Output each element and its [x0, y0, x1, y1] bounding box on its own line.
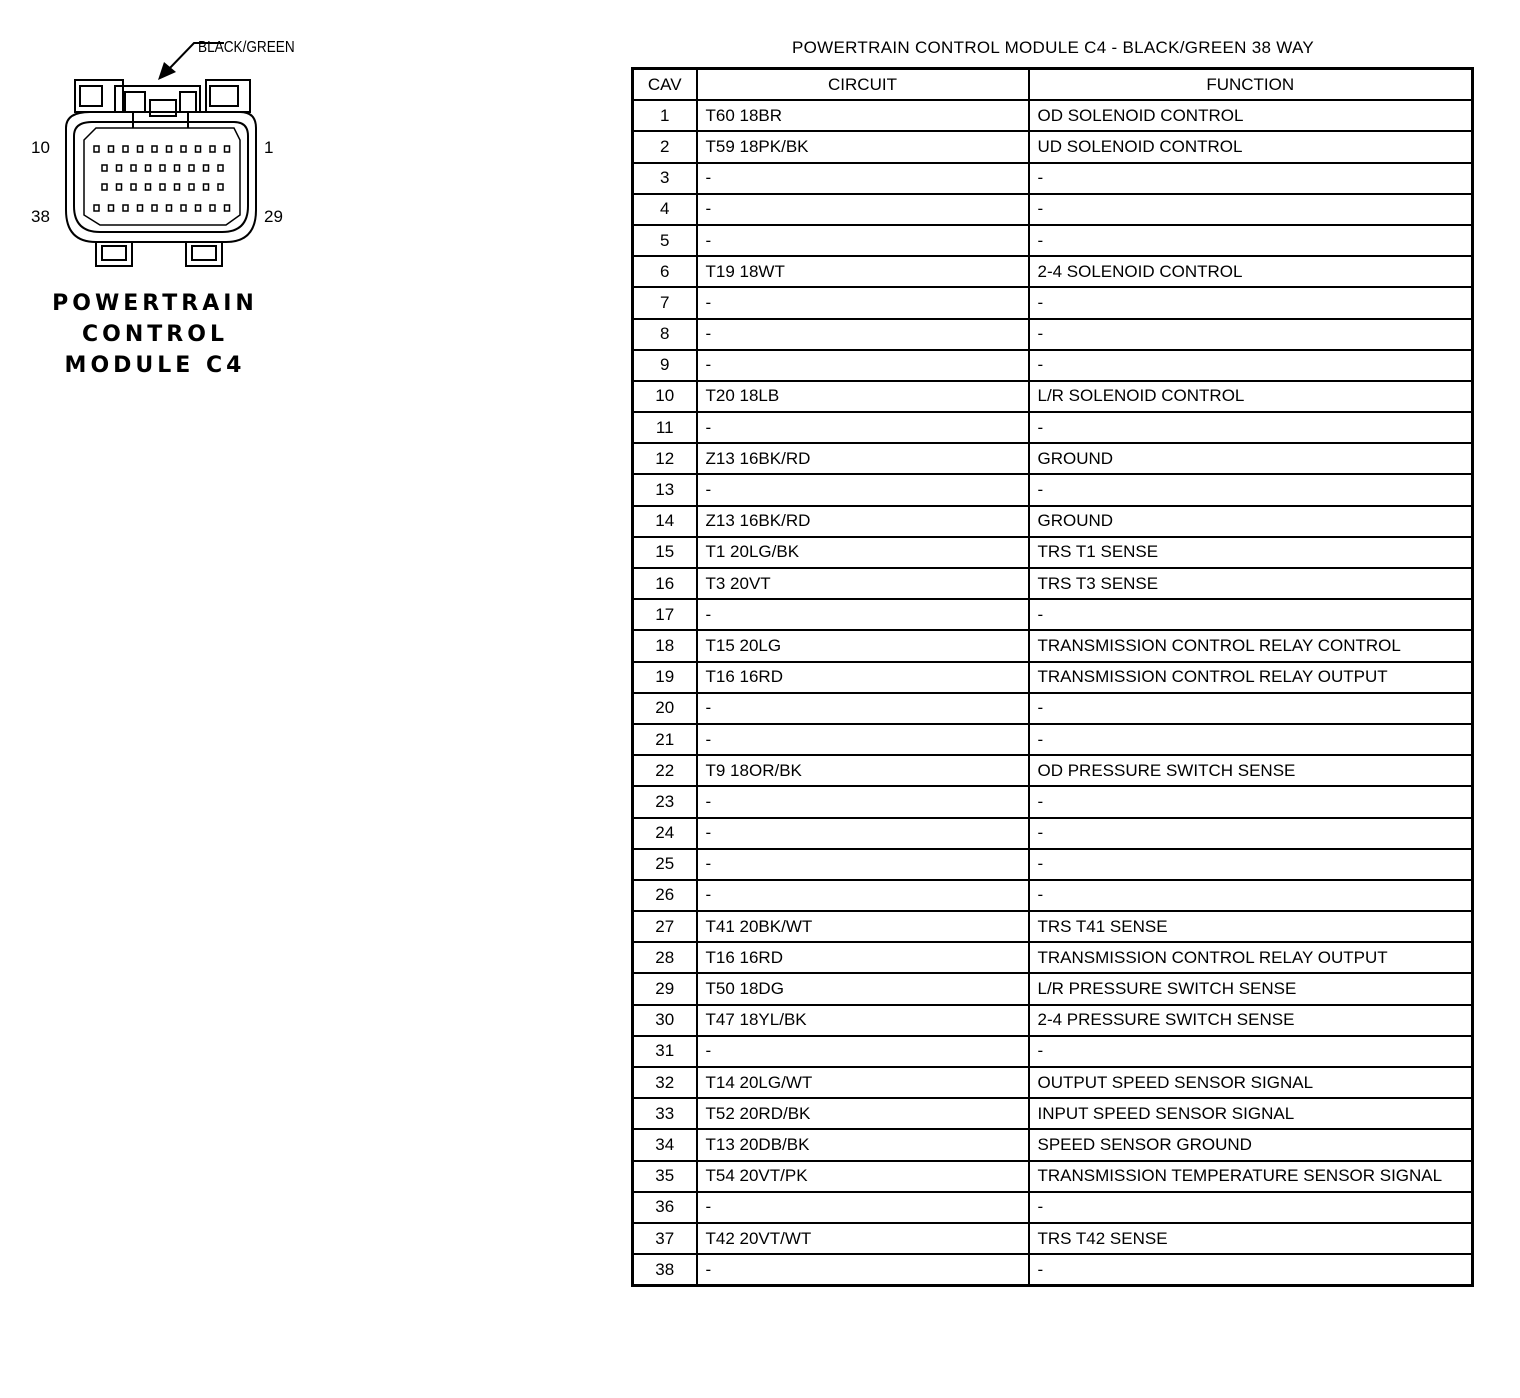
cav-cell: 15: [633, 537, 697, 568]
table-row: [633, 443, 1473, 474]
pin-cavity: [123, 146, 128, 152]
cav-cell: 28: [633, 942, 697, 973]
function-cell: -: [1029, 350, 1473, 381]
table-row: [633, 381, 1473, 412]
connector-pin-grid: [94, 146, 230, 211]
pin-cavity: [94, 205, 99, 211]
cav-cell: 37: [633, 1223, 697, 1254]
table-row: [633, 942, 1473, 973]
table-row: [633, 755, 1473, 786]
function-cell: OD SOLENOID CONTROL: [1029, 100, 1473, 131]
pin-cavity: [102, 184, 107, 190]
circuit-cell: T16 16RD: [697, 942, 1029, 973]
table-row: [633, 350, 1473, 381]
cav-cell: 12: [633, 443, 697, 474]
circuit-cell: -: [697, 818, 1029, 849]
table-row: [633, 599, 1473, 630]
pin-label-bottom-right: 29: [264, 207, 283, 226]
function-cell: -: [1029, 474, 1473, 505]
table-row: [633, 163, 1473, 194]
function-cell: -: [1029, 724, 1473, 755]
function-cell: 2-4 PRESSURE SWITCH SENSE: [1029, 1005, 1473, 1036]
connector-color-label: BLACK/GREEN: [198, 39, 295, 57]
header-function: FUNCTION: [1029, 69, 1473, 101]
header-cav: CAV: [633, 69, 697, 101]
cav-cell: 35: [633, 1161, 697, 1192]
pin-cavity: [94, 146, 99, 152]
pin-cavity: [123, 205, 128, 211]
function-cell: TRS T41 SENSE: [1029, 911, 1473, 942]
function-cell: TRS T42 SENSE: [1029, 1223, 1473, 1254]
circuit-cell: -: [697, 319, 1029, 350]
circuit-cell: T54 20VT/PK: [697, 1161, 1029, 1192]
circuit-cell: T1 20LG/BK: [697, 537, 1029, 568]
circuit-cell: -: [697, 350, 1029, 381]
pin-cavity: [175, 184, 180, 190]
table-row: [633, 287, 1473, 318]
cav-cell: 19: [633, 662, 697, 693]
cav-cell: 21: [633, 724, 697, 755]
function-cell: TRANSMISSION CONTROL RELAY OUTPUT: [1029, 942, 1473, 973]
function-cell: TRANSMISSION TEMPERATURE SENSOR SIGNAL: [1029, 1161, 1473, 1192]
pin-cavity: [146, 184, 151, 190]
table-row: [633, 506, 1473, 537]
function-cell: 2-4 SOLENOID CONTROL: [1029, 256, 1473, 287]
cav-cell: 9: [633, 350, 697, 381]
table-row: [633, 131, 1473, 162]
table-row: [633, 662, 1473, 693]
pin-cavity: [160, 165, 165, 171]
pin-cavity: [196, 205, 201, 211]
table-row: [633, 256, 1473, 287]
table-row: [633, 880, 1473, 911]
cav-cell: 18: [633, 630, 697, 661]
circuit-cell: T14 20LG/WT: [697, 1067, 1029, 1098]
table-row: [633, 724, 1473, 755]
function-cell: -: [1029, 194, 1473, 225]
cav-cell: 16: [633, 568, 697, 599]
circuit-cell: -: [697, 163, 1029, 194]
circuit-cell: -: [697, 693, 1029, 724]
function-cell: -: [1029, 880, 1473, 911]
circuit-cell: -: [697, 474, 1029, 505]
pinout-table: [631, 67, 1474, 1287]
pin-cavity: [225, 205, 230, 211]
cav-cell: 17: [633, 599, 697, 630]
function-cell: -: [1029, 319, 1473, 350]
circuit-cell: T19 18WT: [697, 256, 1029, 287]
function-cell: -: [1029, 1254, 1473, 1286]
cav-cell: 7: [633, 287, 697, 318]
cav-cell: 1: [633, 100, 697, 131]
function-cell: L/R PRESSURE SWITCH SENSE: [1029, 973, 1473, 1004]
table-title: POWERTRAIN CONTROL MODULE C4 - BLACK/GREEN 38 WAY: [792, 38, 1314, 57]
pin-cavity: [181, 146, 186, 152]
cav-cell: 31: [633, 1036, 697, 1067]
pin-cavity: [138, 146, 143, 152]
cav-cell: 22: [633, 755, 697, 786]
table-row: [633, 100, 1473, 131]
circuit-cell: T20 18LB: [697, 381, 1029, 412]
table-row: [633, 474, 1473, 505]
pin-cavity: [102, 165, 107, 171]
circuit-cell: -: [697, 599, 1029, 630]
cav-cell: 25: [633, 849, 697, 880]
circuit-cell: T15 20LG: [697, 630, 1029, 661]
function-cell: -: [1029, 412, 1473, 443]
circuit-cell: T50 18DG: [697, 973, 1029, 1004]
table-row: [633, 1192, 1473, 1223]
circuit-cell: T41 20BK/WT: [697, 911, 1029, 942]
pin-label-bottom-left: 38: [31, 207, 50, 226]
circuit-cell: T52 20RD/BK: [697, 1098, 1029, 1129]
function-cell: -: [1029, 599, 1473, 630]
circuit-cell: -: [697, 880, 1029, 911]
function-cell: -: [1029, 1036, 1473, 1067]
circuit-cell: -: [697, 1036, 1029, 1067]
table-row: [633, 786, 1473, 817]
pin-cavity: [131, 184, 136, 190]
function-cell: OD PRESSURE SWITCH SENSE: [1029, 755, 1473, 786]
cav-cell: 33: [633, 1098, 697, 1129]
cav-cell: 13: [633, 474, 697, 505]
pin-cavity: [196, 146, 201, 152]
table-row: [633, 225, 1473, 256]
table-row: [633, 693, 1473, 724]
cav-cell: 30: [633, 1005, 697, 1036]
circuit-cell: T13 20DB/BK: [697, 1129, 1029, 1160]
pin-cavity: [138, 205, 143, 211]
circuit-cell: Z13 16BK/RD: [697, 443, 1029, 474]
pin-cavity: [218, 165, 223, 171]
cav-cell: 36: [633, 1192, 697, 1223]
cav-cell: 29: [633, 973, 697, 1004]
table-row: [633, 1223, 1473, 1254]
circuit-cell: Z13 16BK/RD: [697, 506, 1029, 537]
table-row: [633, 1098, 1473, 1129]
connector-body: [66, 80, 256, 266]
table-row: [633, 568, 1473, 599]
circuit-cell: -: [697, 412, 1029, 443]
function-cell: SPEED SENSOR GROUND: [1029, 1129, 1473, 1160]
circuit-cell: T16 16RD: [697, 662, 1029, 693]
function-cell: TRANSMISSION CONTROL RELAY CONTROL: [1029, 630, 1473, 661]
pin-label-top-right: 1: [264, 138, 274, 157]
cav-cell: 24: [633, 818, 697, 849]
table-row: [633, 973, 1473, 1004]
cav-cell: 6: [633, 256, 697, 287]
circuit-cell: T60 18BR: [697, 100, 1029, 131]
function-cell: INPUT SPEED SENSOR SIGNAL: [1029, 1098, 1473, 1129]
pin-cavity: [152, 205, 157, 211]
header-circuit: CIRCUIT: [697, 69, 1029, 101]
pin-cavity: [160, 184, 165, 190]
circuit-cell: -: [697, 786, 1029, 817]
cav-cell: 32: [633, 1067, 697, 1098]
pin-cavity: [204, 165, 209, 171]
cav-cell: 14: [633, 506, 697, 537]
function-cell: TRANSMISSION CONTROL RELAY OUTPUT: [1029, 662, 1473, 693]
table-row: [633, 319, 1473, 350]
pin-cavity: [175, 165, 180, 171]
function-cell: -: [1029, 818, 1473, 849]
pin-cavity: [204, 184, 209, 190]
table-row: [633, 1036, 1473, 1067]
function-cell: GROUND: [1029, 443, 1473, 474]
circuit-cell: -: [697, 225, 1029, 256]
function-cell: -: [1029, 693, 1473, 724]
table-row: [633, 1005, 1473, 1036]
circuit-cell: -: [697, 194, 1029, 225]
pin-cavity: [131, 165, 136, 171]
circuit-cell: -: [697, 1192, 1029, 1223]
table-row: [633, 1129, 1473, 1160]
cav-cell: 5: [633, 225, 697, 256]
pin-cavity: [225, 146, 230, 152]
function-cell: UD SOLENOID CONTROL: [1029, 131, 1473, 162]
table-row: [633, 412, 1473, 443]
table-row: [633, 849, 1473, 880]
cav-cell: 26: [633, 880, 697, 911]
cav-cell: 20: [633, 693, 697, 724]
pin-cavity: [189, 184, 194, 190]
table-row: [633, 630, 1473, 661]
circuit-cell: T3 20VT: [697, 568, 1029, 599]
function-cell: L/R SOLENOID CONTROL: [1029, 381, 1473, 412]
pin-cavity: [189, 165, 194, 171]
function-cell: -: [1029, 163, 1473, 194]
pin-cavity: [117, 184, 122, 190]
circuit-cell: T47 18YL/BK: [697, 1005, 1029, 1036]
cav-cell: 23: [633, 786, 697, 817]
table-row: [633, 911, 1473, 942]
circuit-cell: T59 18PK/BK: [697, 131, 1029, 162]
table-row: [633, 1254, 1473, 1286]
circuit-cell: -: [697, 724, 1029, 755]
pin-cavity: [218, 184, 223, 190]
function-cell: -: [1029, 786, 1473, 817]
cav-cell: 8: [633, 319, 697, 350]
pin-cavity: [210, 205, 215, 211]
pin-cavity: [181, 205, 186, 211]
pin-cavity: [167, 146, 172, 152]
circuit-cell: -: [697, 287, 1029, 318]
cav-cell: 11: [633, 412, 697, 443]
table-row: [633, 194, 1473, 225]
cav-cell: 4: [633, 194, 697, 225]
cav-cell: 38: [633, 1254, 697, 1286]
table-header-row: [633, 69, 1473, 101]
function-cell: OUTPUT SPEED SENSOR SIGNAL: [1029, 1067, 1473, 1098]
function-cell: -: [1029, 225, 1473, 256]
table-row: [633, 818, 1473, 849]
circuit-cell: T42 20VT/WT: [697, 1223, 1029, 1254]
cav-cell: 10: [633, 381, 697, 412]
table-row: [633, 1067, 1473, 1098]
pin-cavity: [210, 146, 215, 152]
pin-cavity: [117, 165, 122, 171]
function-cell: TRS T1 SENSE: [1029, 537, 1473, 568]
circuit-cell: T9 18OR/BK: [697, 755, 1029, 786]
pin-label-top-left: 10: [31, 138, 50, 157]
function-cell: GROUND: [1029, 506, 1473, 537]
function-cell: -: [1029, 287, 1473, 318]
cav-cell: 3: [633, 163, 697, 194]
cav-cell: 34: [633, 1129, 697, 1160]
module-title: POWERTRAIN CONTROL MODULE C4: [52, 291, 258, 378]
table-row: [633, 1161, 1473, 1192]
cav-cell: 2: [633, 131, 697, 162]
circuit-cell: -: [697, 849, 1029, 880]
pin-cavity: [109, 205, 114, 211]
pin-cavity: [109, 146, 114, 152]
circuit-cell: -: [697, 1254, 1029, 1286]
pin-cavity: [167, 205, 172, 211]
function-cell: -: [1029, 1192, 1473, 1223]
table-row: [633, 537, 1473, 568]
pin-cavity: [146, 165, 151, 171]
pin-cavity: [152, 146, 157, 152]
cav-cell: 27: [633, 911, 697, 942]
table-body: [633, 100, 1473, 1286]
function-cell: -: [1029, 849, 1473, 880]
function-cell: TRS T3 SENSE: [1029, 568, 1473, 599]
